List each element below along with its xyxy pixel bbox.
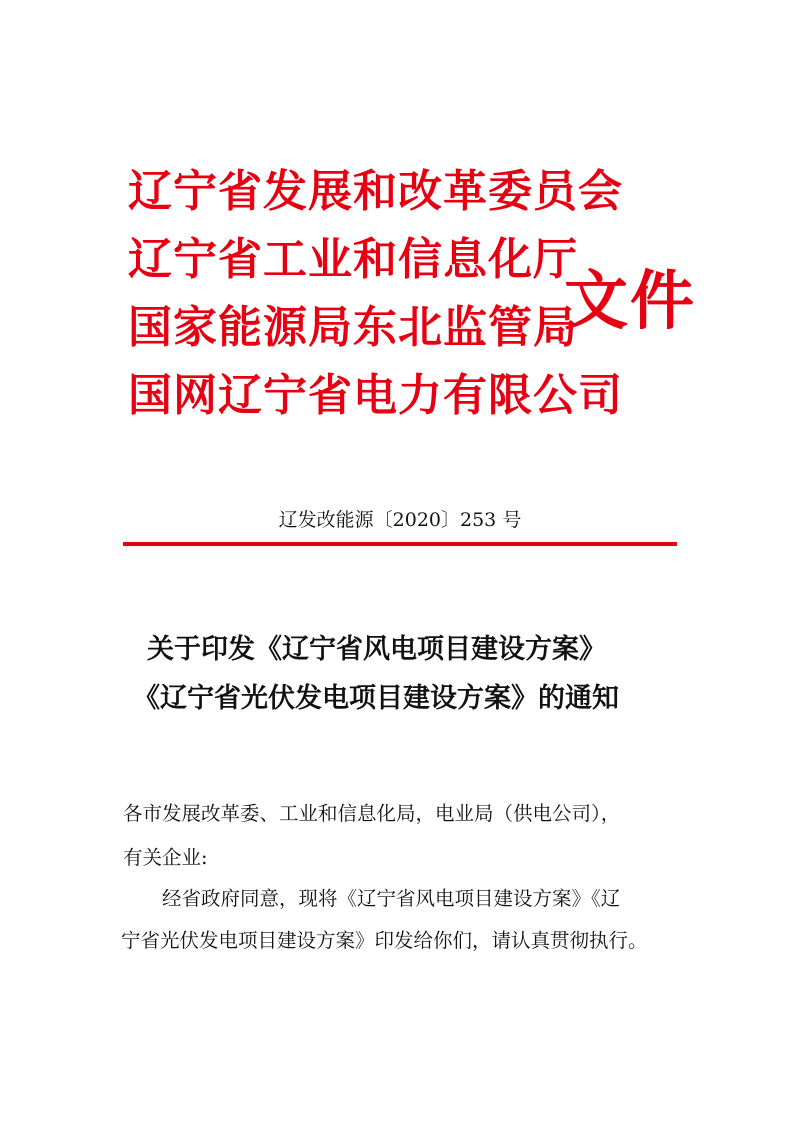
issuer-name: 辽宁省发展和改革委员会 [128, 166, 623, 217]
document-word: 文件 [564, 265, 696, 339]
addressee-line: 有关企业: [123, 846, 208, 869]
body-paragraph-line: 经省政府同意，现将《辽宁省风电项目建设方案》《辽 [162, 887, 621, 910]
issuer-name: 国网辽宁省电力有限公司 [128, 370, 623, 421]
issuer-name: 国家能源局东北监管局 [128, 302, 578, 353]
body-paragraph-line: 宁省光伏发电项目建设方案》印发给你们，请认真贯彻执行。 [121, 929, 648, 952]
document-title-line: 《辽宁省光伏发电项目建设方案》的通知 [133, 683, 619, 714]
issuer-name: 辽宁省工业和信息化厅 [128, 234, 578, 285]
red-separator-line [123, 542, 677, 546]
document-title-line: 关于印发《辽宁省风电项目建设方案》 [147, 634, 606, 665]
document-number: 辽发改能源〔2020〕253 号 [278, 509, 522, 531]
addressee-line: 各市发展改革委、工业和信息化局，电业局（供电公司）， [123, 802, 621, 825]
